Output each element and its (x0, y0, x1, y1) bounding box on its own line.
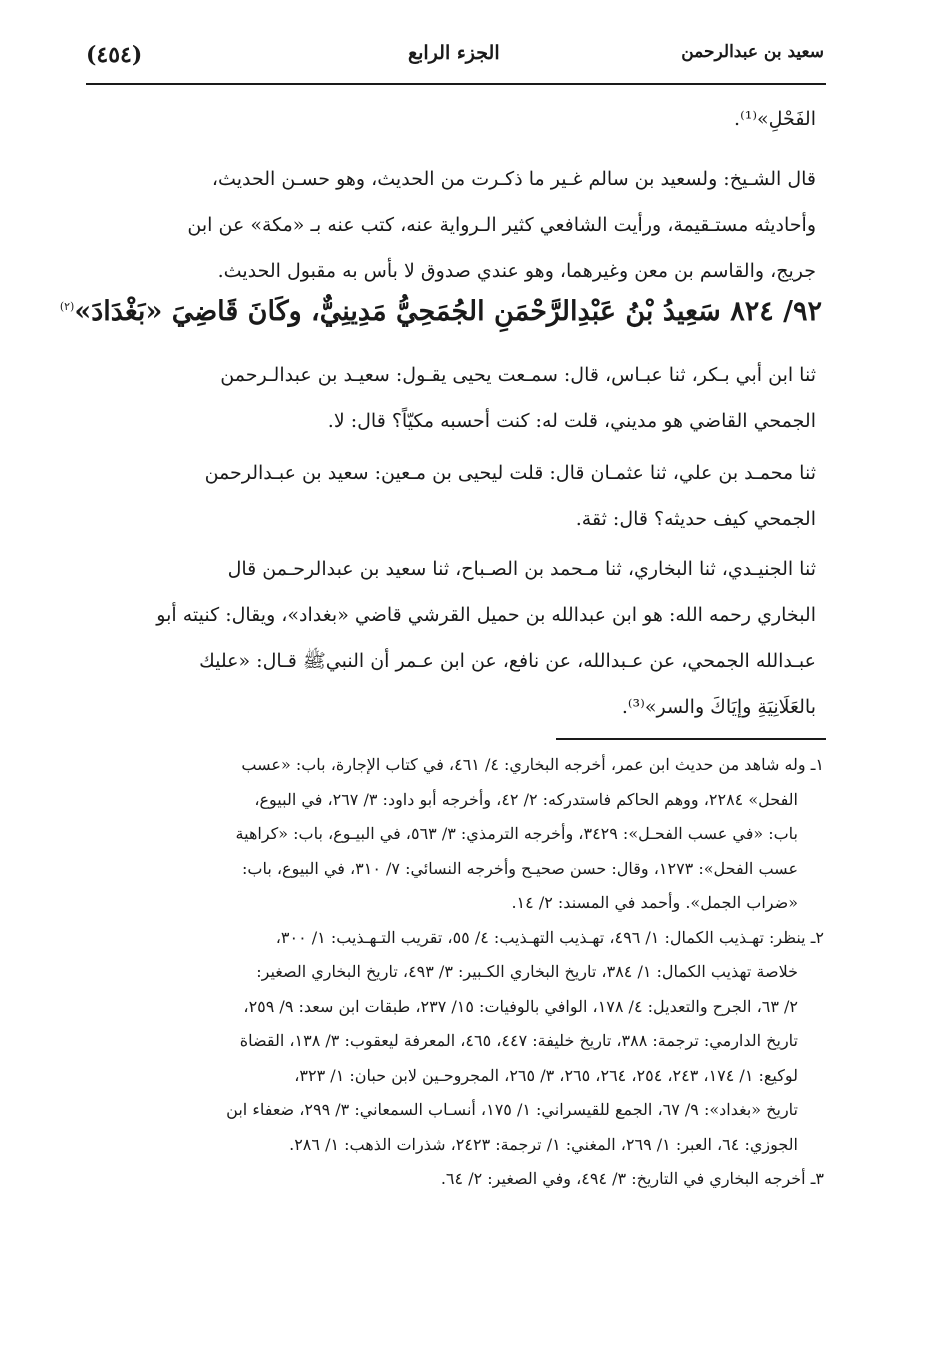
footnote-1 (94, 748, 824, 921)
entry-title (59, 296, 822, 327)
entry-number: ٩٢/ ٨٢٤ (730, 296, 822, 327)
text-line: جريج، والقاسم بن معن وغيرهما، وهو عندي صدوق لا بأس به مقبول الحديث. (217, 260, 816, 282)
text-line: البخاري رحمه الله: هو ابن عبدالله بن حميل القرشي قاضي «بغداد»، ويقال: كنيته أبو (156, 604, 816, 626)
page-header (86, 40, 826, 80)
text-line: الفَحْلِ»⁽¹⁾. (734, 108, 816, 130)
footnote-line: ١ـ وله شاهد من حديث ابن عمر، أخرجه البخاري: ٤/ ٤٦١، في كتاب الإجارة، باب: «عسب (241, 755, 824, 774)
entry-heading: سَعِيدُ بْنُ عَبْدِالرَّحْمَنِ الجُمَحِيُّ مَدِينِيٌّ، وكَانَ قَاضِيَ «بَغْدَادَ» (74, 296, 721, 327)
footnote-line: باب: «في عسب الفحـل»: ٣٤٢٩، وأخرجه الترمذي: ٣/ ٥٦٣، في البيـوع، باب: «كراهية (235, 824, 798, 843)
footnote-line: لوكيع: ١/ ١٧٤، ٢٤٣، ٢٥٤، ٢٦٤، ٢٦٥، ٣/ ٢٦٥، المجروحـين لابن حبان: ١/ ٣٢٣، (294, 1065, 798, 1085)
text-line: ثنا الجنيـدي، ثنا البخاري، ثنا مـحمد بن الصـباح، ثنا سعيد بن عبدالرحـمن قال (227, 558, 816, 580)
text-line: ثنا محمـد بن علي، ثنا عثمـان قال: قلت ليحيى بن مـعين: سعيد بن عبـدالرحمن (204, 462, 816, 484)
footnote-line: تاريخ الدارمي: ترجمة: ٣٨٨، تاريخ خليفة: ٤٤٧، ٤٦٥، المعرفة ليعقوب: ٣/ ١٣٨، القضاة (239, 1031, 798, 1050)
paragraph-4 (96, 450, 816, 542)
footnote-line: تاريخ «بغداد»: ٩/ ٦٧، الجمع للقيسراني: ١/ ١٧٥، أنسـاب السمعاني: ٣/ ٢٩٩، ضعفاء ابن (226, 1100, 798, 1119)
footnote-line: الفحل» ٢٢٨٤، ووهم الحاكم فاستدركه: ٢/ ٤٢، وأخرجه أبو داود: ٣/ ٢٦٧، في البيوع، (254, 789, 798, 809)
text-line: الجمحي كيف حديثه؟ قال: ثقة. (575, 508, 816, 530)
footnote-line: ٣ـ أخرجه البخاري في التاريخ: ٣/ ٤٩٤، وفي الصغير: ٢/ ٦٤. (440, 1169, 824, 1188)
footnote-line: الجوزي: ٦٤، العبر: ١/ ٢٦٩، المغني: ١/ ترجمة: ٢٤٢٣، شذرات الذهب: ١/ ٢٨٦. (289, 1134, 798, 1154)
text-line: عبـدالله الجمحي، عن عـبدالله، عن نافع، عن ابن عـمر أن النبيﷺ قـال: «عليك (199, 650, 816, 672)
footnote-line: عسب الفحل»: ١٢٧٣، وقال: حسن صحيـح وأخرجه النسائي: ٧/ ٣١٠، في البيوع، باب: (241, 858, 798, 878)
text-line: وأحاديثه مستـقيمة، ورأيت الشافعي كثير الـرواية عنه، كتب عنه بـ «مكة» عن ابن (187, 214, 816, 236)
paragraph-3 (96, 352, 816, 444)
footnote-line: ٢ـ ينظر: تهـذيب الكمال: ١/ ٤٩٦، تهـذيب التهـذيب: ٤/ ٥٥، تقريب التـهـذيب: ١/ ٣٠٠، (275, 927, 824, 947)
text-line: بالعَلَانِيَةِ وإيَاكَ والسر»⁽³⁾. (621, 696, 816, 718)
footnote-separator (556, 738, 826, 740)
page-number: (٤٥٤) (86, 42, 143, 68)
paragraph-5 (96, 546, 816, 730)
text-line: قال الشـيخ: ولسعيد بن سالم غـير ما ذكـرت من الحديث، وهو حسـن الحديث، (211, 168, 816, 190)
part-title: الجزء الرابع (408, 42, 500, 64)
footnote-2 (94, 921, 824, 1163)
text-line: الجمحي القاضي هو مديني، قلت له: كنت أحسبه مكيّاً؟ قال: لا. (327, 410, 816, 432)
paragraph-1 (96, 96, 816, 142)
entry-footnote-ref: (٢) (59, 300, 75, 313)
text-line: ثنا ابن أبي بـكر، ثنا عبـاس، قال: سمـعت يحيى يقـول: سعيـد بن عبدالـرحمن (220, 364, 816, 386)
running-title: سعيد بن عبدالرحمن (681, 42, 824, 62)
header-rule (86, 83, 826, 85)
footnote-3 (94, 1162, 824, 1197)
footnote-line: «ضراب الجمل». وأحمد في المسند: ٢/ ١٤. (511, 893, 798, 912)
footnote-line: خلاصة تهذيب الكمال: ١/ ٣٨٤، تاريخ البخاري الكـبير: ٣/ ٤٩٣، تاريخ البخاري الصغير: (256, 962, 798, 981)
paragraph-2 (96, 156, 816, 294)
footnote-line: ٢/ ٦٣، الجرح والتعديل: ٤/ ١٧٨، الوافي بالوفيات: ١٥/ ٢٣٧، طبقات ابن سعد: ٩/ ٢٥٩، (243, 996, 798, 1016)
footnotes (94, 748, 824, 1197)
